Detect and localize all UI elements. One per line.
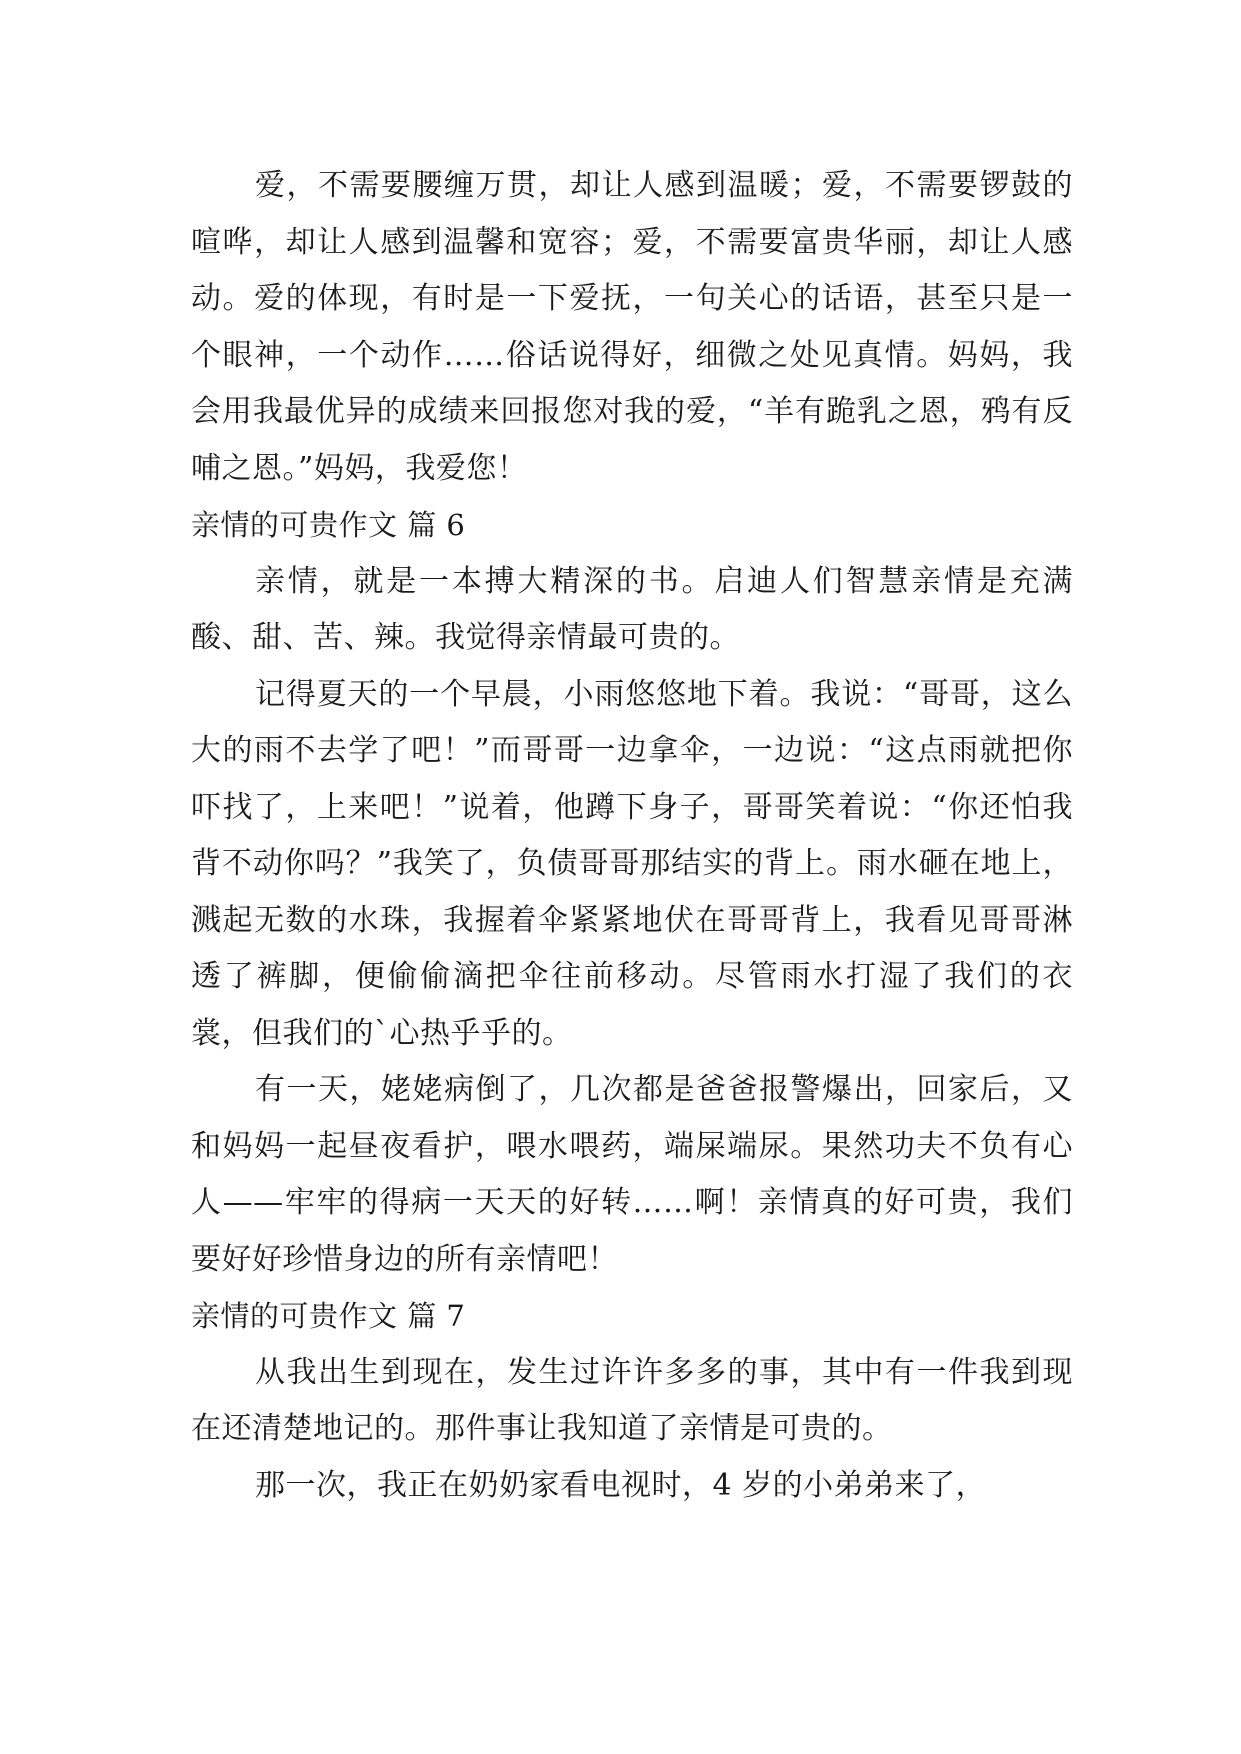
- paragraph: 有一天，姥姥病倒了，几次都是爸爸报警爆出，回家后，又和妈妈一起昼夜看护，喂水喂药，端屎端尿。果然功夫不负有心人——牢牢的得病一天天的好转……啊！亲情真的好可贵，我们要好好珍惜身边的所有亲情吧！: [191, 1072, 1073, 1277]
- paragraph: 记得夏天的一个早晨，小雨悠悠地下着。我说：“哥哥，这么大的雨不去学了吧！”而哥哥一边拿伞，一边说：“这点雨就把你吓找了，上来吧！”说着，他蹲下身子，哥哥笑着说：“你还怕我背不动你吗？”我笑了，负债哥哥那结实的背上。雨水砸在地上，溅起无数的水珠，我握着伞紧紧地伏在哥哥背上，我看见哥哥淋透了裤脚，便偷偷滴把伞往前移动。尽管雨水打湿了我们的衣裳，但我们的`心热乎乎的。: [191, 676, 1073, 1051]
- document-body: [191, 158, 1073, 1514]
- paragraph: 亲情，就是一本搏大精深的书。启迪人们智慧亲情是充满酸、甜、苦、辣。我觉得亲情最可贵的。: [191, 563, 1073, 655]
- paragraph: 从我出生到现在，发生过许许多多的事，其中有一件我到现在还清楚地记的。那件事让我知道了亲情是可贵的。: [191, 1354, 1073, 1446]
- section-heading-6: 亲情的可贵作文 篇 6: [191, 508, 466, 542]
- paragraph: 爱，不需要腰缠万贯，却让人感到温暖；爱，不需要锣鼓的喧哗，却让人感到温馨和宽容；爱，不需要富贵华丽，却让人感动。爱的体现，有时是一下爱抚，一句关心的话语，甚至只是一个眼神，一个动作……俗话说得好，细微之处见真情。妈妈，我会用我最优异的成绩来回报您对我的爱，“羊有跪乳之恩，鸦有反哺之恩。”妈妈，我爱您！: [191, 168, 1073, 486]
- paragraph: 那一次，我正在奶奶家看电视时，4 岁的小弟弟来了，: [255, 1467, 987, 1503]
- section-heading-7: 亲情的可贵作文 篇 7: [191, 1299, 466, 1333]
